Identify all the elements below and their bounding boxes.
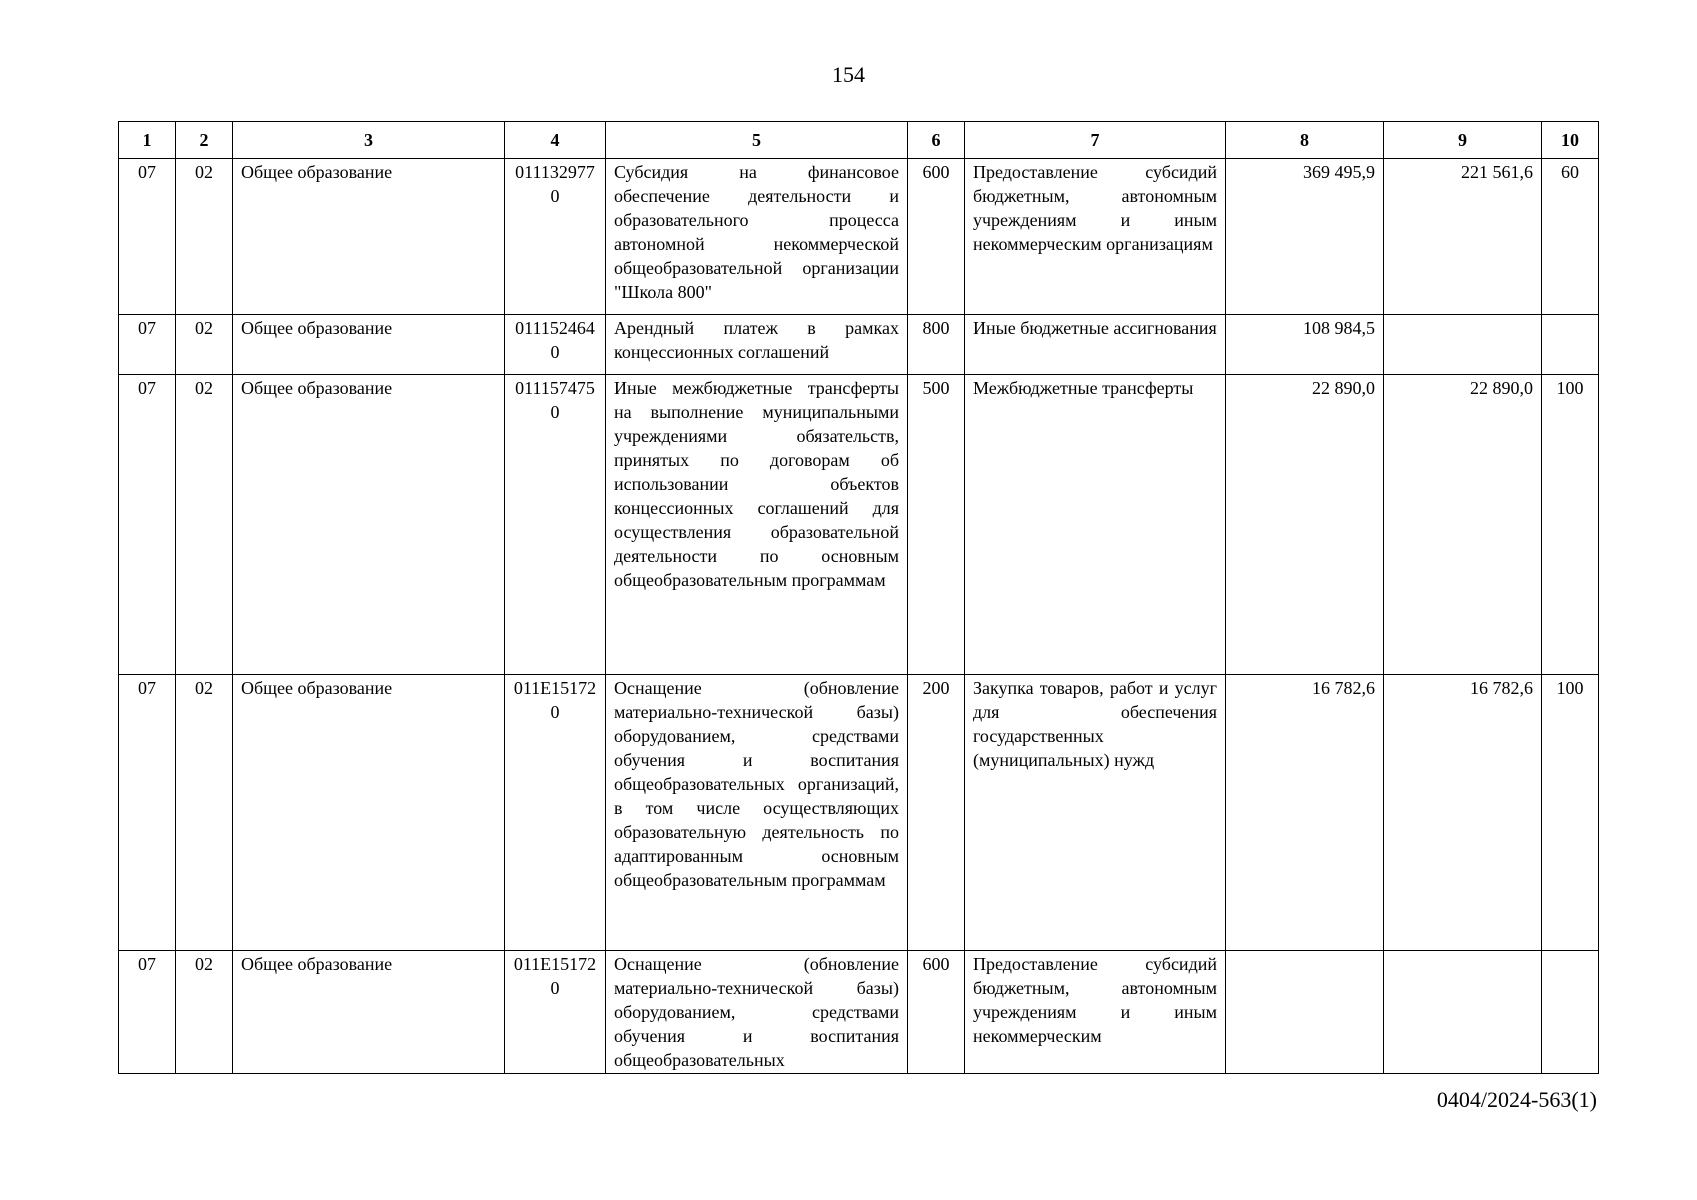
amount-executed: 22 890,0 [1384, 375, 1542, 675]
section-code: 07 [119, 159, 176, 315]
amount-planned [1226, 951, 1384, 1074]
expense-description: Субсидия на финансовое обеспечение деятельности и образовательного процесса автономной некоммерческой общеобразовательной организации "Школа 800" [606, 159, 908, 315]
column-header: 6 [908, 122, 965, 159]
document-id: 0404/2024-563(1) [1436, 1087, 1597, 1112]
subsection-code: 02 [176, 159, 233, 315]
expense-type-code: 600 [908, 951, 965, 1074]
target-article-code: 0111524640 [515, 318, 595, 362]
execution-percent [1542, 315, 1599, 375]
column-header: 10 [1542, 122, 1599, 159]
execution-percent: 100 [1542, 675, 1599, 951]
page-number: 154 [832, 62, 865, 87]
table-row [119, 375, 1599, 675]
section-name: Общее образование [233, 675, 505, 951]
subsection-code: 02 [176, 315, 233, 375]
target-article-code: 0111329770 [515, 162, 595, 206]
amount-executed [1384, 315, 1542, 375]
column-header: 8 [1226, 122, 1384, 159]
amount-planned: 108 984,5 [1226, 315, 1384, 375]
section-name: Общее образование [233, 315, 505, 375]
amount-executed: 16 782,6 [1384, 675, 1542, 951]
target-article-code: 0111574750 [515, 378, 595, 422]
subsection-code: 02 [176, 951, 233, 1074]
budget-table [118, 121, 1599, 1074]
expense-type-code: 800 [908, 315, 965, 375]
target-article-code: 011E151720 [513, 678, 597, 722]
execution-percent: 100 [1542, 375, 1599, 675]
table-row [119, 675, 1599, 951]
execution-percent: 60 [1542, 159, 1599, 315]
section-code: 07 [119, 675, 176, 951]
section-code: 07 [119, 375, 176, 675]
amount-executed: 221 561,6 [1384, 159, 1542, 315]
header-row [119, 122, 1599, 159]
section-code: 07 [119, 951, 176, 1074]
expense-type-name: Иные бюджетные ассигнования [965, 315, 1226, 375]
expense-type-code: 600 [908, 159, 965, 315]
section-name: Общее образование [233, 375, 505, 675]
column-header: 1 [119, 122, 176, 159]
section-code: 07 [119, 315, 176, 375]
subsection-code: 02 [176, 375, 233, 675]
execution-percent [1542, 951, 1599, 1074]
expense-type-code: 200 [908, 675, 965, 951]
section-name: Общее образование [233, 951, 505, 1074]
amount-executed [1384, 951, 1542, 1074]
table-row [119, 315, 1599, 375]
column-header: 7 [965, 122, 1226, 159]
expense-type-name: Закупка товаров, работ и услуг для обеспечения государственных (муниципальных) нужд [965, 675, 1226, 951]
expense-type-name: Межбюджетные трансферты [965, 375, 1226, 675]
column-header: 9 [1384, 122, 1542, 159]
expense-description: Оснащение (обновление материально-технической базы) оборудованием, средствами обучения и воспитания общеобразовательных организаций, в том числе осуществляющих образовательную деятельность по адаптированным основным общеобразовательным программам [606, 675, 908, 951]
expense-description: Оснащение (обновление материально-технической базы) оборудованием, средствами обучения и воспитания общеобразовательных [606, 951, 908, 1074]
subsection-code: 02 [176, 675, 233, 951]
column-header: 2 [176, 122, 233, 159]
target-article-code: 011E151720 [513, 954, 597, 998]
column-header: 3 [233, 122, 505, 159]
column-header: 5 [606, 122, 908, 159]
expense-description: Арендный платеж в рамках концессионных соглашений [606, 315, 908, 375]
expense-description: Иные межбюджетные трансферты на выполнение муниципальными учреждениями обязательств, принятых по договорам об использовании объектов концессионных соглашений для осуществления образовательной деятельности по основным общеобразовательным программам [606, 375, 908, 675]
expense-type-name: Предоставление субсидий бюджетным, автономным учреждениям и иным некоммерческим организациям [965, 159, 1226, 315]
table-row [119, 159, 1599, 315]
table-row [119, 951, 1599, 1074]
expense-type-name: Предоставление субсидий бюджетным, автономным учреждениям и иным некоммерческим [965, 951, 1226, 1074]
amount-planned: 369 495,9 [1226, 159, 1384, 315]
expense-type-code: 500 [908, 375, 965, 675]
amount-planned: 22 890,0 [1226, 375, 1384, 675]
amount-planned: 16 782,6 [1226, 675, 1384, 951]
section-name: Общее образование [233, 159, 505, 315]
column-header: 4 [505, 122, 606, 159]
